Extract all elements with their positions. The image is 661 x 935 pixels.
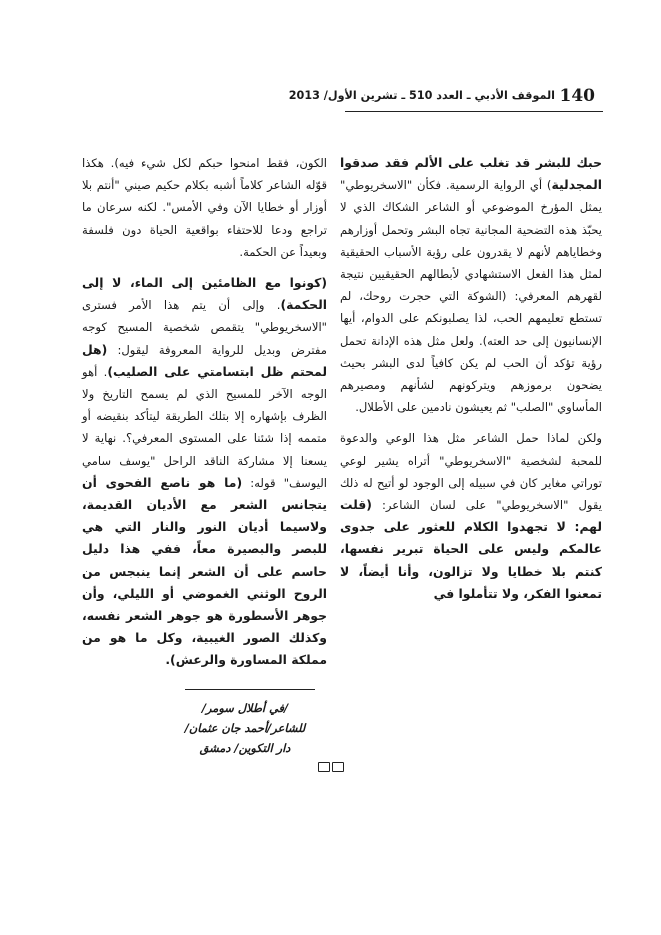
right-paragraph-1 bbox=[340, 152, 602, 418]
page-number: 140 bbox=[559, 86, 595, 106]
source-publisher: دار التكوين/ دمشق bbox=[199, 741, 291, 755]
page-header bbox=[288, 84, 603, 112]
bold-quote: حبك للبشر قد تغلب على الألم فقد صدقوا المجدلية bbox=[340, 155, 602, 193]
ornament-box-icon bbox=[318, 762, 330, 772]
left-column bbox=[82, 152, 327, 672]
right-paragraph-2 bbox=[340, 427, 602, 605]
bold-quote: (قلت لهم: لا تجهدوا الكلام للعثور على جدوى عالمكم وليس على الحياة تبرير نفسها، كنتم بلا خطايا ولا تزالون، وأنا أيضاً، لا تمعنوا الفكر، ولا تتأملوا في bbox=[340, 497, 602, 601]
body-text: . أهو الوجه الآخر للمسيح الذي لم يسمح التاريخ ولا الظرف بإشهاره إلا بتلك الطريقة ليتأكد بنقيضه أو متممه إذا شئنا على المستوى المعرفي؟. نهاية لا يسعنا إلا مشاركة الناقد الراحل "يوسف سامي اليوسف" قوله: bbox=[82, 364, 327, 490]
source-signature bbox=[150, 698, 340, 758]
right-column bbox=[340, 152, 602, 605]
signature-rule bbox=[185, 689, 315, 690]
running-title: الموقف الأدبي ـ العدد 510 ـ تشرين الأول/ 2013 bbox=[288, 89, 555, 102]
body-text: ولكن لماذا حمل الشاعر مثل هذا الوعي والدعوة للمحبة لشخصية "الاسخريوطي" أتراه يشير لوعي توراتي مغاير كان في سبيله إلى الوجود لو أتيح له ذلك يقول "الاسخريوطي" على لسان الشاعر: bbox=[340, 431, 602, 513]
left-paragraph-2 bbox=[82, 272, 327, 672]
bold-quote: (ما هو ناصع الفحوى أن يتجانس الشعر مع الأديان القديمة، ولاسيما أديان النور والنار التي هي للبصر والبصيرة معاً، ففي هذا دليل حاسم على أن الشعر إنما ينبجس من الروح الوثني الغموضي أو الليلي، وأن جوهر الأسطورة هو جوهر الشعر نفسه، وكذلك الصور الغيبية، وكل ما هو من مملكة المساورة والرعش). bbox=[82, 474, 327, 668]
bold-quote: (كونوا مع الظامئين إلى الماء، لا إلى الحكمة) bbox=[82, 275, 327, 313]
source-title: /في أطلال سومر/ bbox=[201, 701, 289, 715]
header-rule bbox=[345, 111, 603, 112]
end-ornament bbox=[318, 762, 344, 772]
body-text: ) أي الرواية الرسمية. فكأن "الاسخريوطي" يمثل المؤرخ الموضوعي أو الشاعر الشكاك الذي لا يحبّذ هذه التضحية المجانية تجاه البشر وتحمل أوزارهم وخطاياهم لأنهم لا يقدرون على رؤية الأسباب الحقيقية لمثل هذا الفعل الاستشهادي لأبطالهم الحقيقيين نتيجة لقهرهم المعرفي: (الشوكة التي حجرت روحك، لم تستطع تعليمهم الحب، لذا يصلبونكم على الدوام، أيها الإنسانيون إلى حد العته). ولعل مثل هذه الإدانة تحمل رؤية تؤكد أن الحب لم يكن كافياً لدى البشر بحيث يضحون برموزهم ويتركونهم لشأنهم ومصيرهم المأساوي "الصلب" ثم يعيشون نادمين على الأطلال. bbox=[340, 178, 602, 415]
body-text: الكون، فقط امنحوا حبكم لكل شيء فيه). هكذا قوّله الشاعر كلاماً أشبه بكلام حكيم صيني "أنتم بلا أوزار أو خطايا الآن وفي الأمس". لكنه سرعان ما تراجع ودعا للاحتفاء بواقعية الحياة دون فلسفة وبعيداً عن الحكمة. bbox=[82, 156, 327, 259]
source-author: للشاعر/أحمد جان عثمان/ bbox=[184, 721, 306, 735]
ornament-box-icon bbox=[332, 762, 344, 772]
bold-quote: (هل لمحتم ظل ابتسامتي على الصليب) bbox=[82, 341, 327, 379]
body-text: . وإلى أن يتم هذا الأمر فسترى "الاسخريوطي" يتقمص شخصية المسيح كوجه مفترض وبديل للرواية المعروفة ليقول: bbox=[82, 298, 327, 357]
left-paragraph-1 bbox=[82, 152, 327, 263]
